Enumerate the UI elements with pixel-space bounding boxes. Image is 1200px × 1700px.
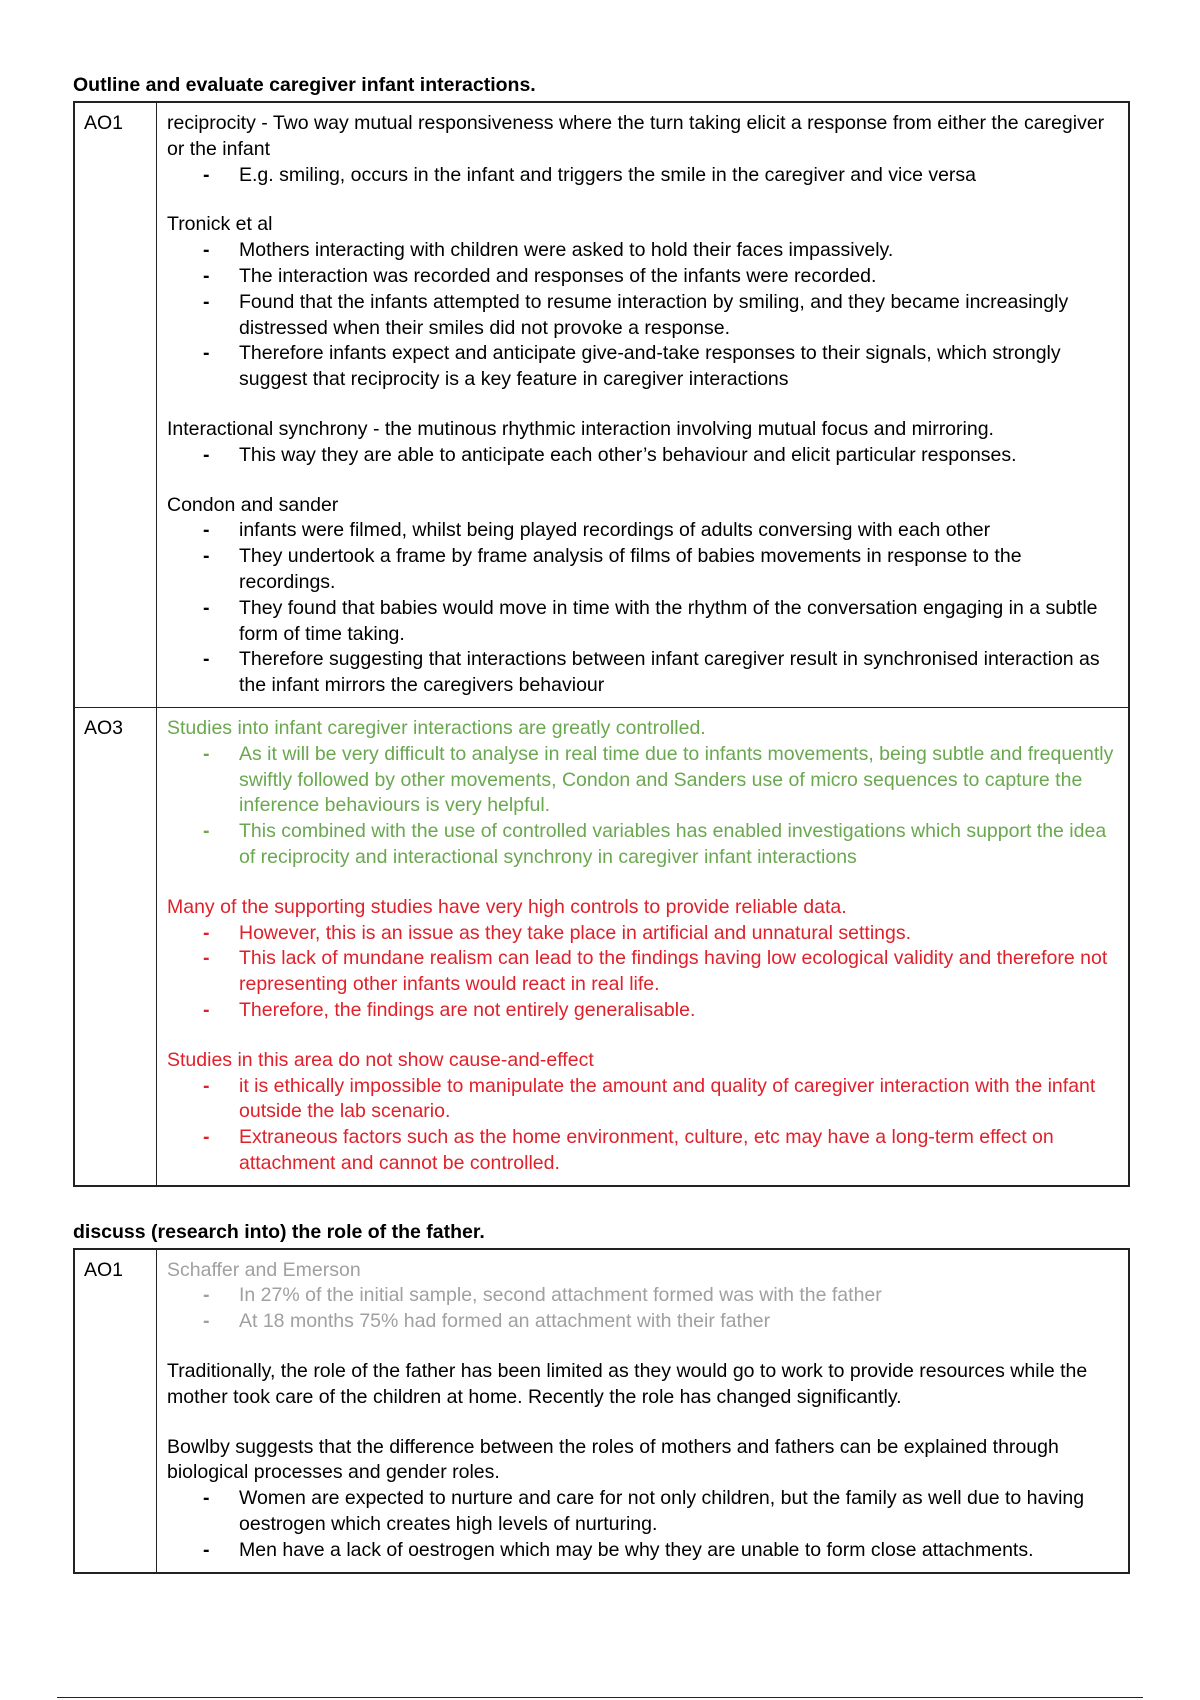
bullet-list bbox=[167, 1283, 1118, 1335]
bullet-list bbox=[167, 1074, 1118, 1177]
list-item: - As it will be very difficult to analyse in real time due to infants movements, being subtle and frequently swiftly followed by other movements, Condon and Sanders use of micro sequences to capture the inference behaviours is very helpful. bbox=[239, 742, 1118, 819]
ao1-content bbox=[157, 1249, 1130, 1573]
block-heading: Tronick et al bbox=[167, 213, 273, 236]
bullet-list bbox=[167, 742, 1118, 871]
condon-sander-block bbox=[167, 493, 1118, 699]
ao1-row bbox=[74, 102, 1129, 707]
bullet-list bbox=[167, 1486, 1118, 1563]
controlled-studies-strength-block bbox=[167, 716, 1118, 871]
bullet-list bbox=[167, 163, 1118, 189]
bullet-list bbox=[167, 238, 1118, 393]
list-item: - This way they are able to anticipate each other’s behaviour and elicit particular responses. bbox=[239, 443, 1118, 469]
role-of-father-table bbox=[73, 1248, 1130, 1574]
list-item: - They found that babies would move in time with the rhythm of the conversation engaging in a subtle form of time taking. bbox=[239, 596, 1118, 648]
list-item: - In 27% of the initial sample, second attachment formed was with the father bbox=[239, 1283, 1118, 1309]
interactional-synchrony-block bbox=[167, 417, 1118, 469]
block-heading: Bowlby suggests that the difference between the roles of mothers and fathers can be explained through biological processes and gender roles. bbox=[167, 1435, 1059, 1484]
ao1-label: AO1 bbox=[74, 102, 157, 707]
list-item: - The interaction was recorded and responses of the infants were recorded. bbox=[239, 264, 1118, 290]
ao3-content bbox=[157, 707, 1130, 1185]
high-controls-weakness-block bbox=[167, 895, 1118, 1024]
bullet-list bbox=[167, 921, 1118, 1024]
block-heading: Studies in this area do not show cause-and-effect bbox=[167, 1048, 594, 1071]
list-item: - Therefore infants expect and anticipate give-and-take responses to their signals, which strongly suggest that reciprocity is a key feature in caregiver interactions bbox=[239, 341, 1118, 393]
list-item: - However, this is an issue as they take place in artificial and unnatural settings. bbox=[239, 921, 1118, 947]
section-gap bbox=[73, 1187, 1130, 1219]
schaffer-emerson-block bbox=[167, 1258, 1118, 1335]
ao3-row bbox=[74, 707, 1129, 1185]
tronick-block bbox=[167, 212, 1118, 393]
block-heading: Condon and sander bbox=[167, 493, 339, 516]
list-item: - Found that the infants attempted to resume interaction by smiling, and they became increasingly distressed when their smiles did not provoke a response. bbox=[239, 290, 1118, 342]
traditional-role-block bbox=[167, 1359, 1118, 1411]
block-heading: Studies into infant caregiver interactions are greatly controlled. bbox=[167, 716, 706, 739]
reciprocity-block bbox=[167, 111, 1118, 188]
list-item: - Women are expected to nurture and care for not only children, but the family as well due to having oestrogen which creates high levels of nurturing. bbox=[239, 1486, 1118, 1538]
list-item: - it is ethically impossible to manipulate the amount and quality of caregiver interaction with the infant outside the lab scenario. bbox=[239, 1074, 1118, 1126]
list-item: - Men have a lack of oestrogen which may be why they are unable to form close attachments. bbox=[239, 1538, 1118, 1564]
list-item: - This combined with the use of controlled variables has enabled investigations which support the idea of reciprocity and interactional synchrony in caregiver infant interactions bbox=[239, 819, 1118, 871]
block-heading: Many of the supporting studies have very high controls to provide reliable data. bbox=[167, 895, 847, 918]
block-heading: Schaffer and Emerson bbox=[167, 1258, 361, 1281]
list-item: - infants were filmed, whilst being played recordings of adults conversing with each other bbox=[239, 518, 1118, 544]
block-heading: Interactional synchrony - the mutinous rhythmic interaction involving mutual focus and mirroring. bbox=[167, 417, 994, 440]
list-item: - Mothers interacting with children were asked to hold their faces impassively. bbox=[239, 238, 1118, 264]
list-item: - At 18 months 75% had formed an attachment with their father bbox=[239, 1309, 1118, 1335]
block-heading: Traditionally, the role of the father has been limited as they would go to work to provide resources while the mother took care of the children at home. Recently the role has changed significantly. bbox=[167, 1360, 1088, 1408]
footer-divider bbox=[57, 1697, 1143, 1698]
bullet-list bbox=[167, 443, 1118, 469]
cause-effect-weakness-block bbox=[167, 1048, 1118, 1177]
list-item: - E.g. smiling, occurs in the infant and triggers the smile in the caregiver and vice versa bbox=[239, 163, 1118, 189]
ao3-label: AO3 bbox=[74, 707, 157, 1185]
document-page bbox=[73, 72, 1130, 1574]
list-item: - They undertook a frame by frame analysis of films of babies movements in response to the recordings. bbox=[239, 544, 1118, 596]
list-item: - Therefore suggesting that interactions between infant caregiver result in synchronised interaction as the infant mirrors the caregivers behaviour bbox=[239, 647, 1118, 699]
section-title-caregiver-infant: Outline and evaluate caregiver infant interactions. bbox=[73, 74, 536, 96]
list-item: - This lack of mundane realism can lead to the findings having low ecological validity and therefore not representing other infants would react in real life. bbox=[239, 946, 1118, 998]
block-heading: reciprocity - Two way mutual responsiveness where the turn taking elicit a response from either the caregiver or the infant bbox=[167, 112, 1105, 160]
ao1-content bbox=[157, 102, 1130, 707]
bullet-list bbox=[167, 518, 1118, 699]
list-item: - Therefore, the findings are not entirely generalisable. bbox=[239, 998, 1118, 1024]
ao1-label: AO1 bbox=[74, 1249, 157, 1573]
ao1-row bbox=[74, 1249, 1129, 1573]
caregiver-infant-table bbox=[73, 101, 1130, 1187]
list-item: - Extraneous factors such as the home environment, culture, etc may have a long-term effect on attachment and cannot be controlled. bbox=[239, 1125, 1118, 1177]
bowlby-block bbox=[167, 1435, 1118, 1564]
section-title-role-of-father: discuss (research into) the role of the father. bbox=[73, 1220, 485, 1243]
